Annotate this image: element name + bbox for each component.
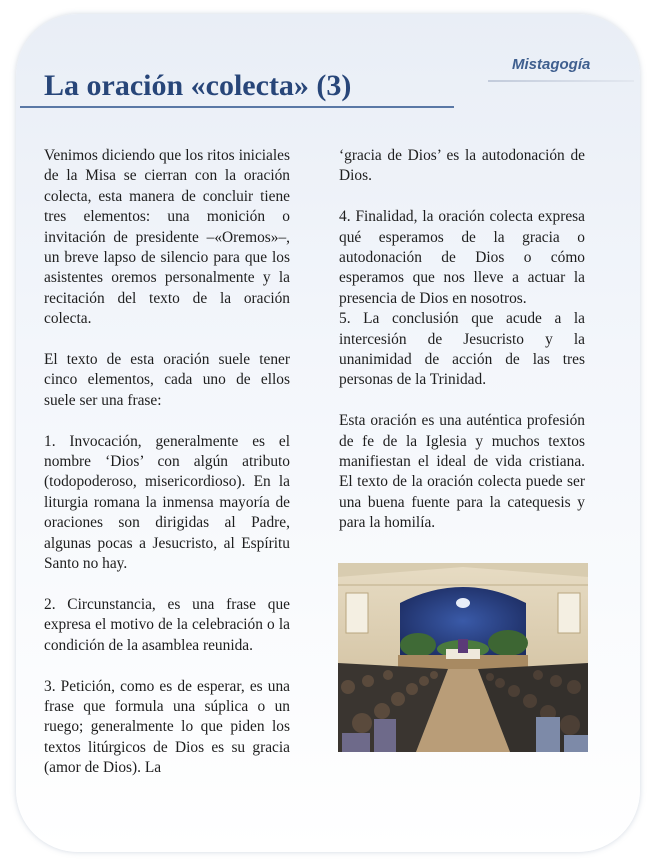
section-tag-rule <box>488 80 634 82</box>
paragraph-item-5: 5. La conclusión que acude a la intercesión de Jesucristo y la unanimidad de acción de las tres personas de la Trinidad. <box>339 310 585 389</box>
paragraph-item-1: 1. Invocación, generalmente es el nombre ‘Dios’ con algún atributo (todopoderoso, misericordioso). En la liturgia romana la inmensa mayoría de oraciones son dirigidas al Padre, algunas pocas a Jesucristo, al Espíritu Santo no hay. <box>44 432 290 573</box>
article-title: La oración «colecta» (3) <box>44 69 352 102</box>
paragraph-closing: Esta oración es una auténtica profesión de fe de la Iglesia y muchos textos manifiestan el ideal de vida cristiana. El texto de la oración colecta puede ser una buena fuente para la catequesis y para la homilía. <box>339 412 585 532</box>
church-photo <box>338 563 588 752</box>
right-column <box>339 146 585 534</box>
church-interior-image <box>338 563 588 752</box>
left-column <box>44 146 290 779</box>
paragraph-item-3: 3. Petición, como es de esperar, es una frase que formula una súplica o un ruego; generalmente lo que piden los textos litúrgicos de Dios es su gracia (amor de Dios). La <box>44 677 290 777</box>
title-rule <box>20 106 454 108</box>
paragraph-item-2: 2. Circunstancia, es una frase que expresa el motivo de la celebración o la condición de la asamblea reunida. <box>44 595 290 654</box>
paragraph-elements: El texto de esta oración suele tener cinco elementos, cada uno de ellos suele ser una frase: <box>44 351 290 409</box>
paragraph-item-4: 4. Finalidad, la oración colecta expresa qué esperamos de la gracia o autodonación de Dios o cómo esperamos que nos lleve a actuar la presencia de Dios en nosotros. <box>339 208 585 307</box>
paragraph-intro: Venimos diciendo que los ritos iniciales de la Misa se cierran con la oración colecta, esta manera de concluir tiene tres elementos: una monición o invitación de presidente –«Oremos»–, un breve lapso de silencio para que los asistentes oremos personalmente y la recitación del texto de la oración colecta. <box>44 147 290 328</box>
paragraph-continuation: ‘gracia de Dios’ es la autodonación de Dios. <box>339 147 585 185</box>
section-tag: Mistagogía <box>512 56 591 73</box>
